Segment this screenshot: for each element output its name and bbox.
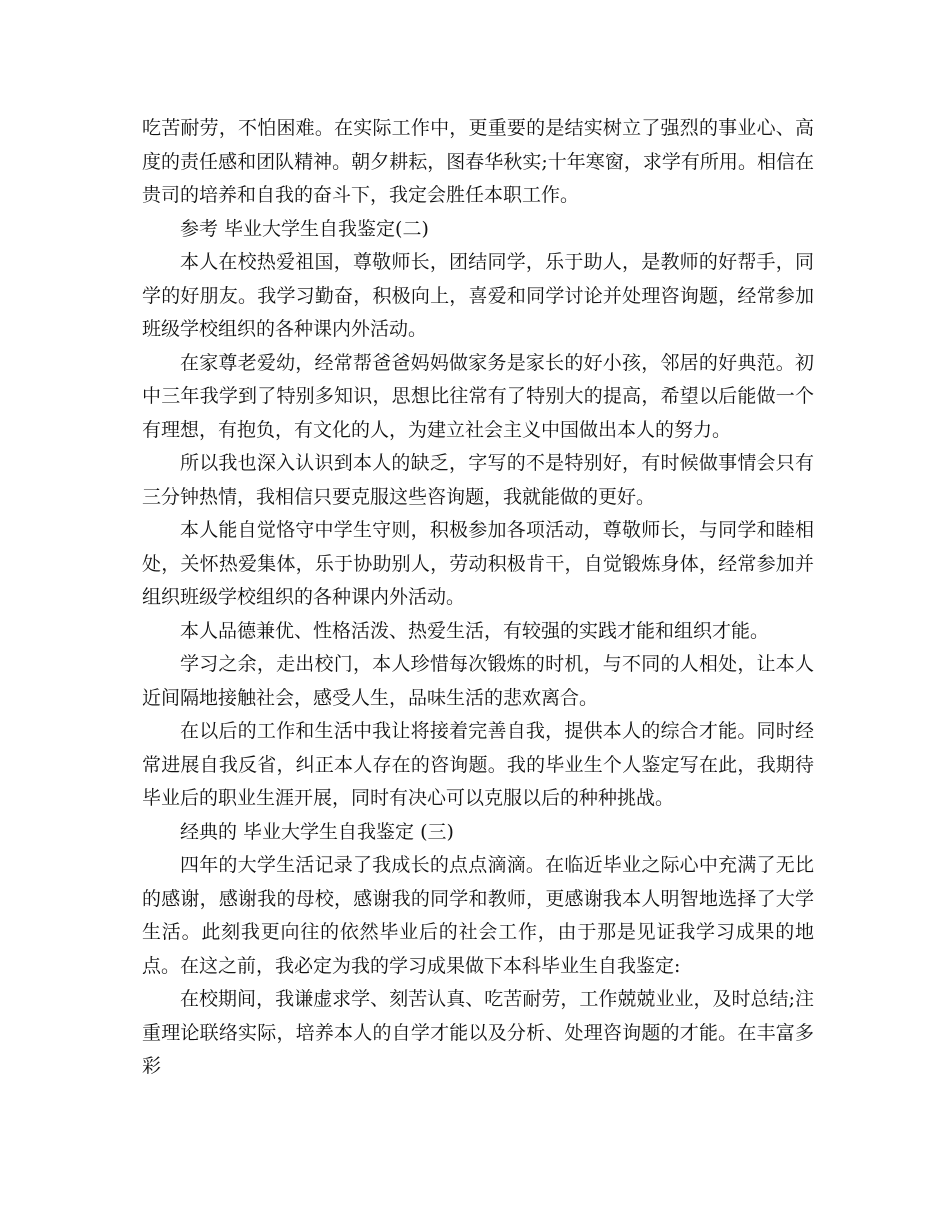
- paragraph: 在家尊老爱幼，经常帮爸爸妈妈做家务是家长的好小孩，邻居的好典范。初中三年我学到了特别多知识，思想比往常有了特别大的提高，希望以后能做一个有理想，有抱负，有文化的人，为建立社会主义中国做出本人的努力。: [142, 351, 814, 441]
- paragraph: 四年的大学生活记录了我成长的点点滴滴。在临近毕业之际心中充满了无比的感谢，感谢我的母校，感谢我的同学和教师，更感谢我本人明智地选择了大学生活。此刻我更向往的依然毕业后的社会工作，由于那是见证我学习成果的地点。在这之前，我必定为我的学习成果做下本科毕业生自我鉴定:: [142, 854, 814, 977]
- paragraph: 所以我也深入认识到本人的缺乏，字写的不是特别好，有时候做事情会只有三分钟热情，我相信只要克服这些咨询题，我就能做的更好。: [142, 452, 814, 508]
- section-heading-2: 参考 毕业大学生自我鉴定(二): [180, 217, 429, 240]
- paragraph: 在校期间，我谦虚求学、刻苦认真、吃苦耐劳，工作兢兢业业，及时总结;注重理论联络实际，培养本人的自学才能以及分析、处理咨询题的才能。在丰富多彩: [142, 988, 814, 1077]
- section-heading-3: 经典的 毕业大学生自我鉴定 (三): [180, 820, 454, 843]
- paragraph: 在以后的工作和生活中我让将接着完善自我，提供本人的综合才能。同时经常进展自我反省，纠正本人存在的咨询题。我的毕业生个人鉴定写在此，我期待毕业后的职业生涯开展，同时有决心可以克服以后的种种挑战。: [142, 720, 814, 809]
- paragraph: 学习之余，走出校门，本人珍惜每次锻炼的时机，与不同的人相处，让本人近间隔地接触社会，感受人生，品味生活的悲欢离合。: [142, 653, 814, 709]
- paragraph: 本人在校热爱祖国，尊敬师长，团结同学，乐于助人，是教师的好帮手，同学的好朋友。我学习勤奋，积极向上，喜爱和同学讨论并处理咨询题，经常参加班级学校组织的各种课内外活动。: [142, 251, 814, 340]
- paragraph: 本人品德兼优、性格活泼、热爱生活，有较强的实践才能和组织才能。: [180, 619, 770, 642]
- document-body: [142, 112, 814, 1084]
- paragraph: 本人能自觉恪守中学生守则，积极参加各项活动，尊敬师长，与同学和睦相处，关怀热爱集体，乐于协助别人，劳动积极肯干，自觉锻炼身体，经常参加并组织班级学校组织的各种课内外活动。: [142, 519, 814, 608]
- paragraph-continuation: 吃苦耐劳，不怕困难。在实际工作中，更重要的是结实树立了强烈的事业心、高度的责任感和团队精神。朝夕耕耘，图春华秋实;十年寒窗，求学有所用。相信在贵司的培养和自我的奋斗下，我定会胜任本职工作。: [142, 117, 814, 206]
